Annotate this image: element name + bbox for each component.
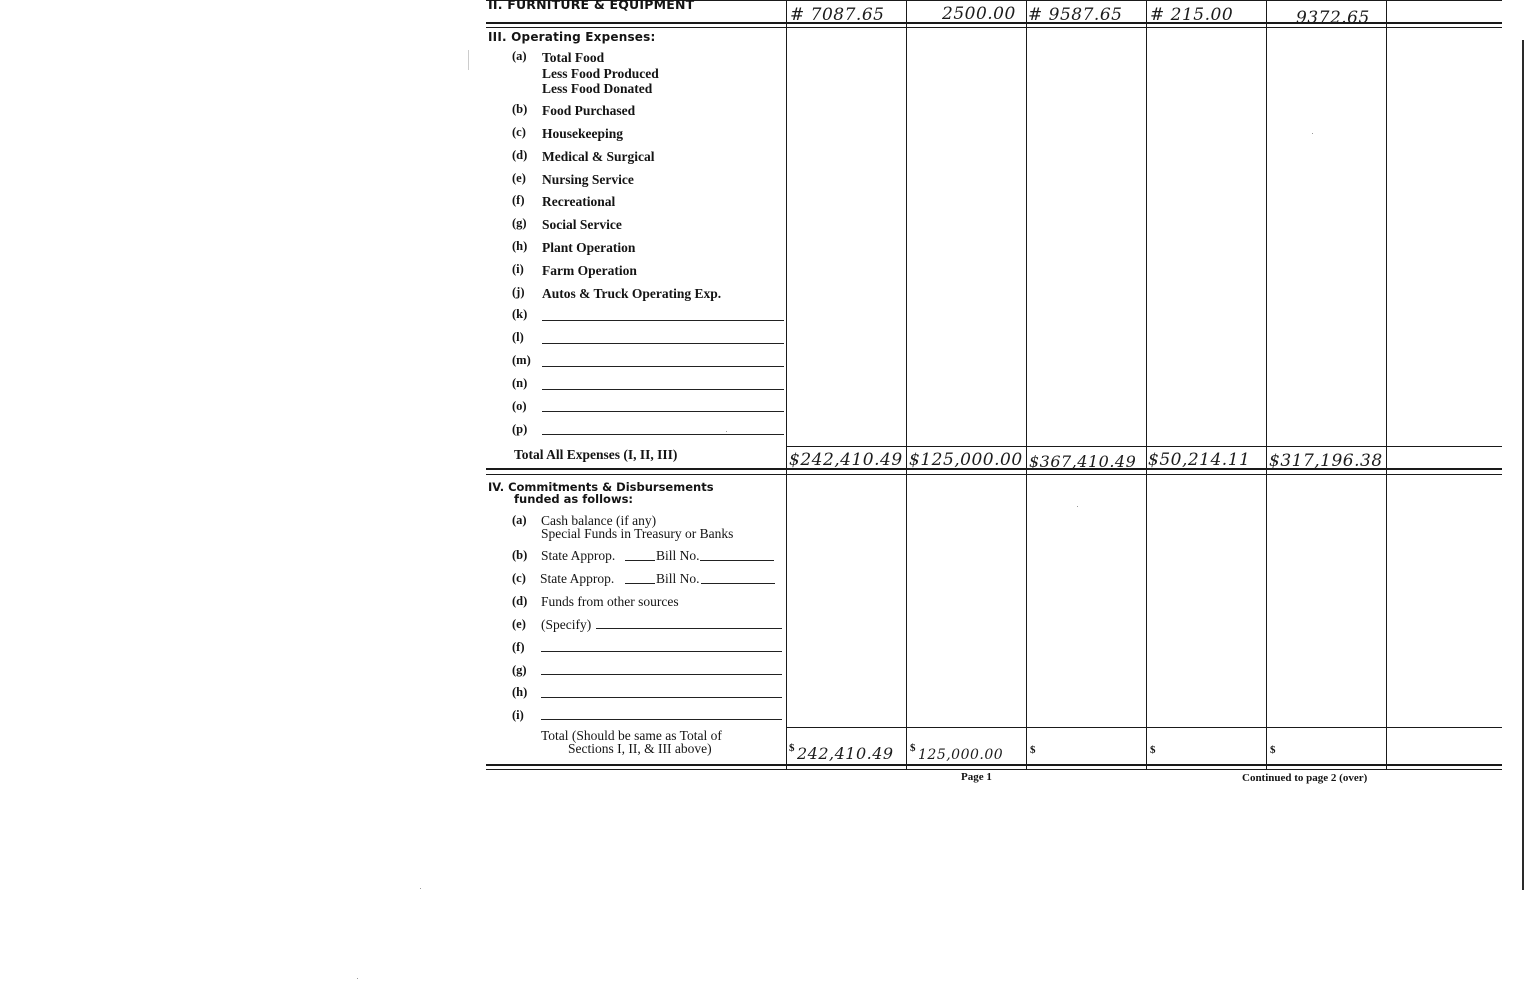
operating-blank-line-l <box>542 343 784 344</box>
operating-label-recreational: Recreational <box>542 194 616 209</box>
commitment-bill-label-c: Bill No. <box>656 571 700 586</box>
column-divider-6 <box>1386 0 1387 770</box>
total-all-col4-value: $50,214.11 <box>1148 450 1251 470</box>
operating-letter-f: (f) <box>512 193 525 207</box>
operating-section-title: III. Operating Expenses: <box>488 30 656 44</box>
operating-label-social-service: Social Service <box>542 217 622 232</box>
furniture-col4-value: # 215.00 <box>1150 5 1234 25</box>
operating-label-autos-truck: Autos & Truck Operating Exp. <box>542 286 722 301</box>
furniture-col3-value: # 9587.65 <box>1028 5 1123 25</box>
operating-blank-line-o <box>542 411 784 412</box>
operating-letter-k: (k) <box>512 307 528 321</box>
final-total-label-line1: Total (Should be same as Total of <box>541 728 722 743</box>
commitment-letter-e: (e) <box>512 617 526 631</box>
final-total-col1-dollar: $ <box>789 742 795 754</box>
final-total-col2-value: 125,000.00 <box>918 747 1004 763</box>
operating-blank-line-n <box>542 389 784 390</box>
final-total-col5-dollar: $ <box>1270 744 1276 756</box>
operating-letter-e: (e) <box>512 171 526 185</box>
scan-speck <box>726 431 727 432</box>
scan-speck <box>468 50 469 70</box>
scan-speck <box>1312 133 1313 134</box>
commitments-section-title: IV. Commitments & Disbursements <box>488 480 714 494</box>
operating-letter-l: (l) <box>512 330 524 344</box>
final-total-col2-dollar: $ <box>910 742 916 754</box>
commitment-letter-d: (d) <box>512 594 528 608</box>
final-total-col3-dollar: $ <box>1030 744 1036 756</box>
commitment-letter-f: (f) <box>512 640 525 654</box>
total-all-expenses-label: Total All Expenses (I, II, III) <box>514 447 678 462</box>
commitment-label-state-approp-b: State Approp. <box>541 548 616 563</box>
column-divider-1 <box>786 0 787 770</box>
operating-letter-m: (m) <box>512 353 531 367</box>
operating-letter-d: (d) <box>512 148 528 162</box>
operating-letter-a: (a) <box>512 49 527 63</box>
commitment-bill-label-b: Bill No. <box>656 548 700 563</box>
scan-speck <box>357 978 358 979</box>
operating-letter-g: (g) <box>512 216 527 230</box>
operating-letter-b: (b) <box>512 102 528 116</box>
commitment-letter-a: (a) <box>512 513 527 527</box>
operating-label-housekeeping: Housekeeping <box>542 126 624 141</box>
continued-note: Continued to page 2 (over) <box>1242 772 1368 784</box>
commitment-letter-h: (h) <box>512 685 528 699</box>
commitment-approp-blank-c <box>625 583 655 584</box>
operating-label-less-food-donated: Less Food Donated <box>542 81 653 96</box>
commitment-blank-line-e <box>596 628 782 629</box>
commitment-blank-line-h <box>541 697 782 698</box>
page-number: Page 1 <box>961 771 992 783</box>
total-all-col3-value: $367,410.49 <box>1029 452 1137 471</box>
commitment-letter-c: (c) <box>512 571 526 585</box>
commitment-blank-line-g <box>541 674 782 675</box>
final-total-rule-middle <box>486 764 1502 766</box>
operating-letter-j: (j) <box>512 285 525 299</box>
furniture-section-title: II. FURNITURE & EQUIPMENT <box>488 0 695 12</box>
furniture-col5-value: 9372.65 <box>1296 8 1370 28</box>
commitment-label-special-funds: Special Funds in Treasury or Banks <box>541 526 734 541</box>
column-divider-2 <box>906 0 907 770</box>
commitment-letter-g: (g) <box>512 663 527 677</box>
final-total-col1-value: 242,410.49 <box>797 744 894 763</box>
operating-letter-o: (o) <box>512 399 527 413</box>
operating-label-medical-surgical: Medical & Surgical <box>542 149 655 164</box>
furniture-col1-value: # 7087.65 <box>790 5 885 25</box>
commitments-section-subtitle: funded as follows: <box>514 492 634 506</box>
commitment-letter-i: (i) <box>512 708 524 722</box>
operating-letter-i: (i) <box>512 262 524 276</box>
operating-label-total-food: Total Food <box>542 50 605 65</box>
commitment-approp-blank-b <box>625 560 655 561</box>
commitment-blank-line-i <box>541 719 782 720</box>
total-all-col2-value: $125,000.00 <box>909 450 1023 470</box>
scan-speck <box>420 888 421 889</box>
commitment-label-other-sources: Funds from other sources <box>541 594 679 609</box>
column-divider-4 <box>1146 0 1147 770</box>
operating-label-plant-operation: Plant Operation <box>542 240 636 255</box>
commitment-bill-blank-b <box>700 560 774 561</box>
operating-blank-line-p <box>542 434 784 435</box>
commitment-label-cash-balance: Cash balance (if any) <box>541 513 657 528</box>
final-total-rule-lower <box>486 769 1502 770</box>
commitment-label-specify: (Specify) <box>541 617 592 632</box>
total-all-col1-value: $242,410.49 <box>789 450 903 470</box>
operating-blank-line-m <box>542 366 784 367</box>
final-total-label-line2: Sections I, II, & III above) <box>568 741 712 756</box>
operating-letter-p: (p) <box>512 422 528 436</box>
operating-label-farm-operation: Farm Operation <box>542 263 637 278</box>
operating-blank-line-k <box>542 320 784 321</box>
totals-rule-upper <box>786 446 1502 447</box>
operating-label-less-food-produced: Less Food Produced <box>542 66 659 81</box>
operating-letter-n: (n) <box>512 376 528 390</box>
commitment-label-state-approp-c: State Approp. <box>540 571 615 586</box>
column-divider-5 <box>1266 0 1267 770</box>
operating-label-nursing-service: Nursing Service <box>542 172 634 187</box>
operating-label-food-purchased: Food Purchased <box>542 103 636 118</box>
final-total-rule-upper <box>786 727 1502 728</box>
totals-rule-lower <box>486 474 1502 475</box>
commitment-blank-line-f <box>541 651 782 652</box>
column-divider-3 <box>1026 0 1027 770</box>
commitment-letter-b: (b) <box>512 548 528 562</box>
commitment-bill-blank-c <box>701 583 775 584</box>
page-edge-right <box>1522 40 1524 890</box>
furniture-col2-value: 2500.00 <box>942 4 1016 24</box>
operating-letter-c: (c) <box>512 125 526 139</box>
total-all-col5-value: $317,196.38 <box>1269 451 1383 471</box>
scan-speck <box>1077 506 1078 507</box>
operating-letter-h: (h) <box>512 239 528 253</box>
final-total-col4-dollar: $ <box>1150 744 1156 756</box>
